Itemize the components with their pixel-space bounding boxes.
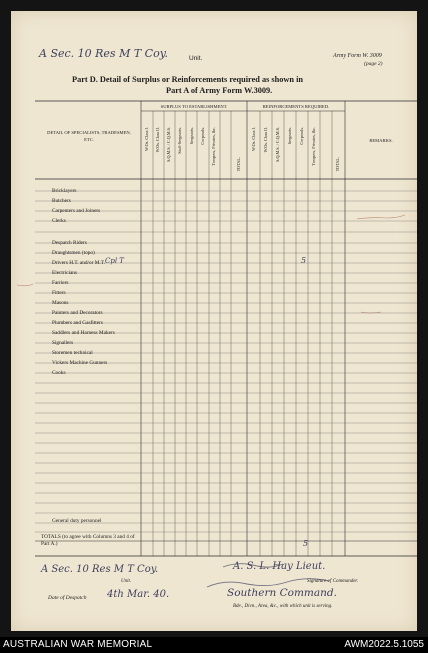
drivers-reinforcement-value: 5 (301, 256, 307, 265)
totals-label: TOTALS (to agree with Columns 3 and 4 of Part A.) (41, 534, 135, 547)
trade-label: Painters and Decorators (52, 310, 103, 316)
general-duty-label: General duty personnel (52, 518, 102, 524)
unit-label: Unit. (189, 55, 203, 62)
surplus-col-header: TOTAL. (236, 157, 241, 172)
trade-label: Signallers (52, 340, 74, 346)
trade-label: Clerks (52, 218, 66, 224)
army-form-number: Army Form W. 3009 (333, 53, 382, 59)
unit-handwritten: A Sec. 10 Res M T Coy. (39, 47, 168, 60)
trade-label: Butchers (52, 198, 71, 204)
trade-label: Carpenters and Joiners (52, 208, 101, 214)
signature-label: Signature of Commander. (307, 579, 359, 584)
trade-label: Plumbers and Gasfitters (52, 320, 103, 326)
surplus-col-header: W.Os. Class II. (155, 127, 160, 153)
reinforcement-col-header: W.Os. Class II. (263, 127, 268, 153)
surplus-col-header: Corporals. (200, 127, 205, 145)
reinforcement-col-header: W.Os. Class I. (251, 127, 256, 151)
surplus-col-header: Sergeants. (189, 127, 194, 145)
surplus-col-header: W.Os. Class I. (144, 127, 149, 151)
trade-label: Saddlers and Harness Makers (52, 330, 115, 336)
trade-label: Electricians (52, 270, 77, 276)
surplus-col-header: S.Q.M.S. / C.Q.M.S. (166, 127, 171, 162)
caption-bar (0, 637, 428, 653)
form-title-line-1: Part D. Detail of Surplus or Reinforcements required as shown in (72, 75, 304, 84)
surplus-header: SURPLUS TO ESTABLISHMENT. (160, 104, 228, 109)
reinforcement-col-header: Troopers, Privates, &c. (311, 127, 316, 166)
surplus-col-header: Staff-Sergeants. (177, 127, 182, 154)
formation-label: Bde., Divn., Area, &c., with which unit is serving. (233, 604, 333, 609)
trade-label: Drivers H.T. and/or M.T. (52, 260, 105, 266)
trade-label: Fitters (52, 290, 66, 296)
caption-accession-number: AWM2022.5.1055 (344, 639, 424, 650)
drivers-handwritten-note: Cpl T (105, 257, 124, 265)
remarks-header: REMARKS. (369, 138, 393, 143)
date-of-despatch-label: Date of Despatch (48, 595, 87, 601)
footer-unit-handwritten: A Sec. 10 Res M T Coy. (41, 564, 159, 575)
trade-label: Despatch Riders (52, 240, 87, 246)
totals-value: 5 (303, 539, 309, 548)
reinforcement-col-header: S.Q.M.S. / C.Q.M.S. (275, 127, 280, 162)
trade-label: Storemen technical (52, 350, 93, 356)
date-of-despatch-value: 4th Mar. 40. (107, 589, 170, 600)
formation-handwritten: Southern Command. (227, 587, 337, 599)
commander-signature: A. S. L. Hay Lieut. (233, 561, 326, 572)
detail-column-header: DETAIL OF SPECIALISTS, TRADESMEN, ETC. (47, 130, 131, 142)
reinforcement-col-header: Sergeants. (287, 127, 292, 145)
page-number: (page 2) (364, 61, 383, 67)
trade-label: Masons (52, 300, 69, 306)
footer-unit-label: Unit. (121, 579, 132, 584)
caption-source: AUSTRALIAN WAR MEMORIAL (3, 639, 153, 650)
surplus-col-header: Troopers, Privates, &c. (211, 127, 216, 166)
army-form-page (11, 11, 417, 631)
reinforcements-header: REINFORCEMENTS REQUIRED. (262, 104, 330, 109)
trade-label: Draughtsmen (topo) (52, 250, 95, 256)
trade-label: Cooks (52, 370, 66, 376)
trade-label: Bricklayers (52, 188, 77, 194)
trade-label: Farriers (52, 280, 69, 286)
reinforcement-col-header: Corporals. (299, 127, 304, 145)
form-title-line-2: Part A of Army Form W.3009. (166, 86, 273, 95)
trade-label: Vickers Machine Gunners (52, 360, 108, 366)
reinforcement-col-header: TOTAL. (335, 157, 340, 172)
